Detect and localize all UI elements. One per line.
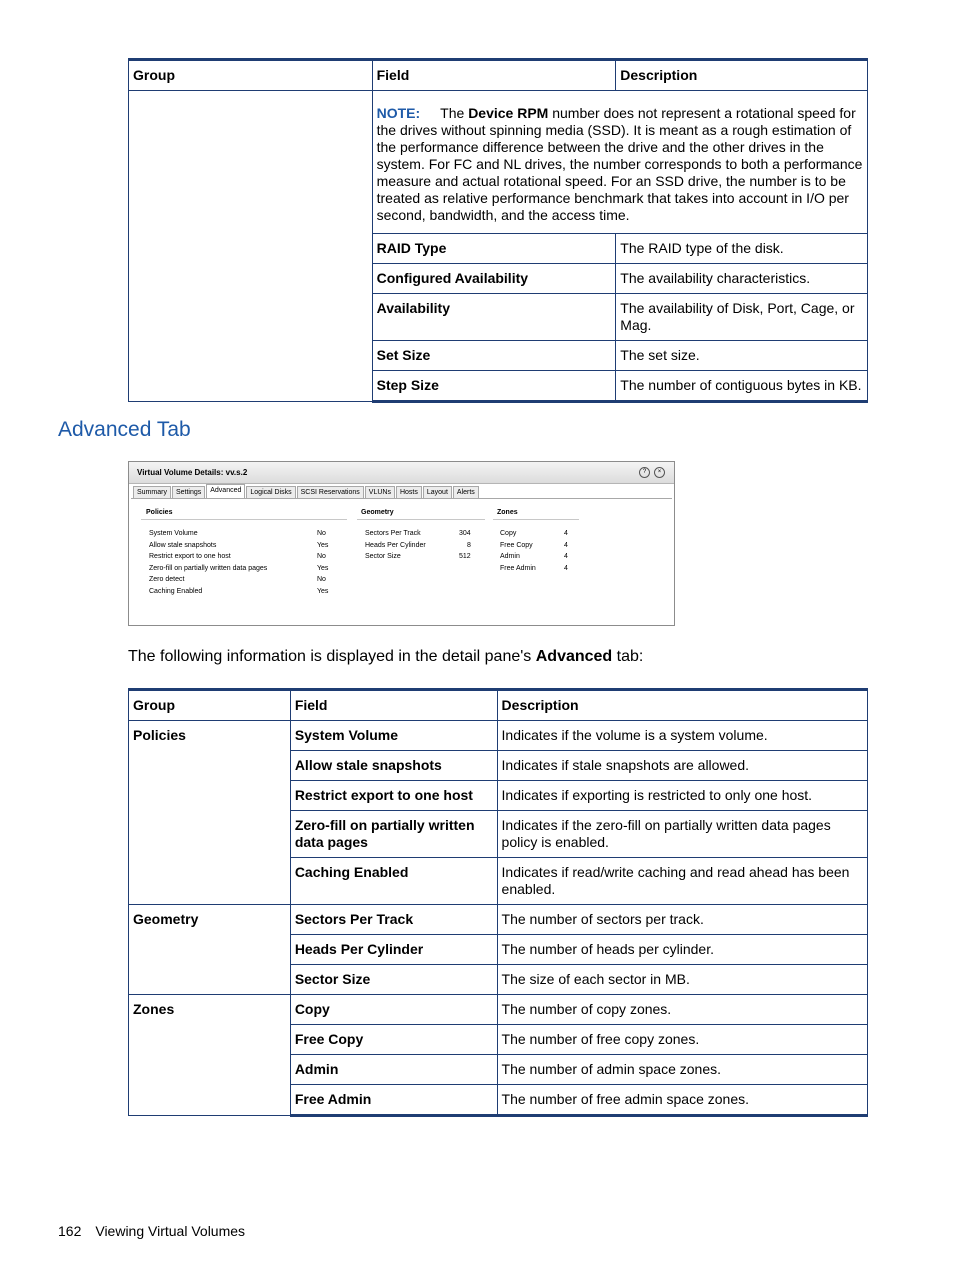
field-cell: Restrict export to one host xyxy=(290,781,497,811)
table-row xyxy=(129,995,868,1025)
group-title-geometry: Geometry xyxy=(361,509,394,516)
note-text-post: number does not represent a rotational speed for the drives without spinning media (SSD). It is meant as a rough estimation of the performance difference between the drive and the other drives in the system. For FC and NL drives, the number corresponds to both a performance measure and actual rotational speed. For an SSD drive, the number is to be treated as relative performance benchmark that takes into account in I/O per second, bandwidth, and the access time. xyxy=(376,105,863,223)
description-cell: The number of copy zones. xyxy=(497,995,867,1025)
group-cell: Zones xyxy=(129,995,291,1116)
advanced-tab-table xyxy=(128,688,868,1117)
policy-value: Yes xyxy=(317,564,329,572)
footer-section-title: Viewing Virtual Volumes xyxy=(95,1223,246,1239)
description-cell: The number of heads per cylinder. xyxy=(497,935,867,965)
policy-label: System Volume xyxy=(149,530,198,537)
field-cell: Availability xyxy=(372,294,616,341)
policy-value: No xyxy=(317,576,326,583)
zone-label: Copy xyxy=(500,530,517,537)
group-divider xyxy=(493,519,579,520)
tab-layout[interactable]: Layout xyxy=(423,486,452,499)
virtual-volume-details-screenshot xyxy=(128,461,675,626)
zone-label: Free Copy xyxy=(500,541,533,549)
field-cell: Free Admin xyxy=(290,1085,497,1116)
field-cell: Configured Availability xyxy=(372,264,616,294)
zone-label: Free Admin xyxy=(500,564,536,572)
group-divider xyxy=(357,519,485,520)
field-cell: Allow stale snapshots xyxy=(290,751,497,781)
table-row xyxy=(129,905,868,935)
description-cell: The availability of Disk, Port, Cage, or Mag. xyxy=(616,294,868,341)
field-cell: Admin xyxy=(290,1055,497,1085)
window-title: Virtual Volume Details: vv.s.2 xyxy=(137,468,248,477)
zone-label: Admin xyxy=(500,553,520,560)
group-cell-empty xyxy=(129,91,373,402)
description-cell: The number of admin space zones. xyxy=(497,1055,867,1085)
col-header-field: Field xyxy=(372,60,616,91)
zone-value: 4 xyxy=(564,541,568,549)
field-cell: Free Copy xyxy=(290,1025,497,1055)
geometry-label: Sector Size xyxy=(365,553,401,560)
note-text-pre: The xyxy=(440,105,469,121)
description-cell: The size of each sector in MB. xyxy=(497,965,867,995)
description-cell: Indicates if read/write caching and read ahead has been enabled. xyxy=(497,858,867,905)
close-icon[interactable]: × xyxy=(654,467,665,478)
field-cell: Heads Per Cylinder xyxy=(290,935,497,965)
field-cell: Copy xyxy=(290,995,497,1025)
field-cell: Zero-fill on partially written data pages xyxy=(290,811,497,858)
description-cell: The number of free copy zones. xyxy=(497,1025,867,1055)
description-cell: The number of sectors per track. xyxy=(497,905,867,935)
geometry-value: 512 xyxy=(459,553,471,560)
tab-alerts[interactable]: Alerts xyxy=(453,486,479,499)
col-header-description: Description xyxy=(616,60,868,91)
policy-value: No xyxy=(317,530,326,537)
geometry-value: 304 xyxy=(459,530,471,537)
help-icon[interactable]: ? xyxy=(639,467,650,478)
table-row xyxy=(129,721,868,751)
tab-hosts[interactable]: Hosts xyxy=(396,486,422,499)
intro-text-post: tab: xyxy=(612,648,644,665)
description-cell: The availability characteristics. xyxy=(616,264,868,294)
policy-label: Zero detect xyxy=(149,576,185,583)
field-cell: Sector Size xyxy=(290,965,497,995)
description-cell: The number of contiguous bytes in KB. xyxy=(616,371,868,402)
description-cell: Indicates if stale snapshots are allowed. xyxy=(497,751,867,781)
description-cell: The set size. xyxy=(616,341,868,371)
window-titlebar xyxy=(129,462,674,484)
policy-label: Caching Enabled xyxy=(149,587,203,595)
intro-text-bold: Advanced xyxy=(535,648,613,665)
policy-value: No xyxy=(317,553,326,560)
description-cell: Indicates if the zero-fill on partially written data pages policy is enabled. xyxy=(497,811,867,858)
geometry-label: Sectors Per Track xyxy=(365,530,421,537)
field-cell: RAID Type xyxy=(372,234,616,264)
col-header-group: Group xyxy=(129,690,291,721)
fields-table-continued xyxy=(128,58,868,403)
col-header-group: Group xyxy=(129,60,373,91)
geometry-value: 8 xyxy=(467,541,471,549)
tab-advanced[interactable]: Advanced xyxy=(206,484,245,499)
page-number: 162 xyxy=(58,1223,82,1239)
policy-label: Zero-fill on partially written data pages xyxy=(149,564,268,572)
group-title-policies: Policies xyxy=(146,509,173,516)
section-heading: Advanced Tab xyxy=(58,418,191,441)
zone-value: 4 xyxy=(564,564,568,572)
field-cell: Set Size xyxy=(372,341,616,371)
group-cell: Policies xyxy=(129,721,291,905)
description-cell: The number of free admin space zones. xyxy=(497,1085,867,1116)
group-title-zones: Zones xyxy=(497,509,518,516)
col-header-field: Field xyxy=(290,690,497,721)
field-cell: System Volume xyxy=(290,721,497,751)
zone-value: 4 xyxy=(564,553,568,560)
group-cell: Geometry xyxy=(129,905,291,995)
tab-summary[interactable]: Summary xyxy=(133,486,171,499)
group-divider xyxy=(141,519,347,520)
col-header-description: Description xyxy=(497,690,867,721)
note-text-bold: Device RPM xyxy=(468,105,549,121)
intro-paragraph xyxy=(128,648,643,666)
tab-divider xyxy=(131,498,672,499)
note-label: NOTE: xyxy=(376,105,421,121)
description-cell: The RAID type of the disk. xyxy=(616,234,868,264)
field-cell: Caching Enabled xyxy=(290,858,497,905)
description-cell: Indicates if the volume is a system volume. xyxy=(497,721,867,751)
description-cell: Indicates if exporting is restricted to only one host. xyxy=(497,781,867,811)
tab-logical-disks[interactable]: Logical Disks xyxy=(246,486,295,499)
zone-value: 4 xyxy=(564,530,568,537)
tab-scsi-reservations[interactable]: SCSI Reservations xyxy=(297,486,364,499)
field-cell: Step Size xyxy=(372,371,616,402)
policy-value: Yes xyxy=(317,587,329,595)
geometry-label: Heads Per Cylinder xyxy=(365,541,426,549)
intro-text-pre: The following information is displayed in the detail pane's xyxy=(128,648,536,665)
tab-settings[interactable]: Settings xyxy=(172,486,205,499)
policy-label: Allow stale snapshots xyxy=(149,541,217,549)
tab-vluns[interactable]: VLUNs xyxy=(365,486,395,499)
note-cell xyxy=(372,91,867,234)
policy-value: Yes xyxy=(317,541,329,549)
policy-label: Restrict export to one host xyxy=(149,553,231,560)
field-cell: Sectors Per Track xyxy=(290,905,497,935)
page-footer xyxy=(58,1223,245,1239)
